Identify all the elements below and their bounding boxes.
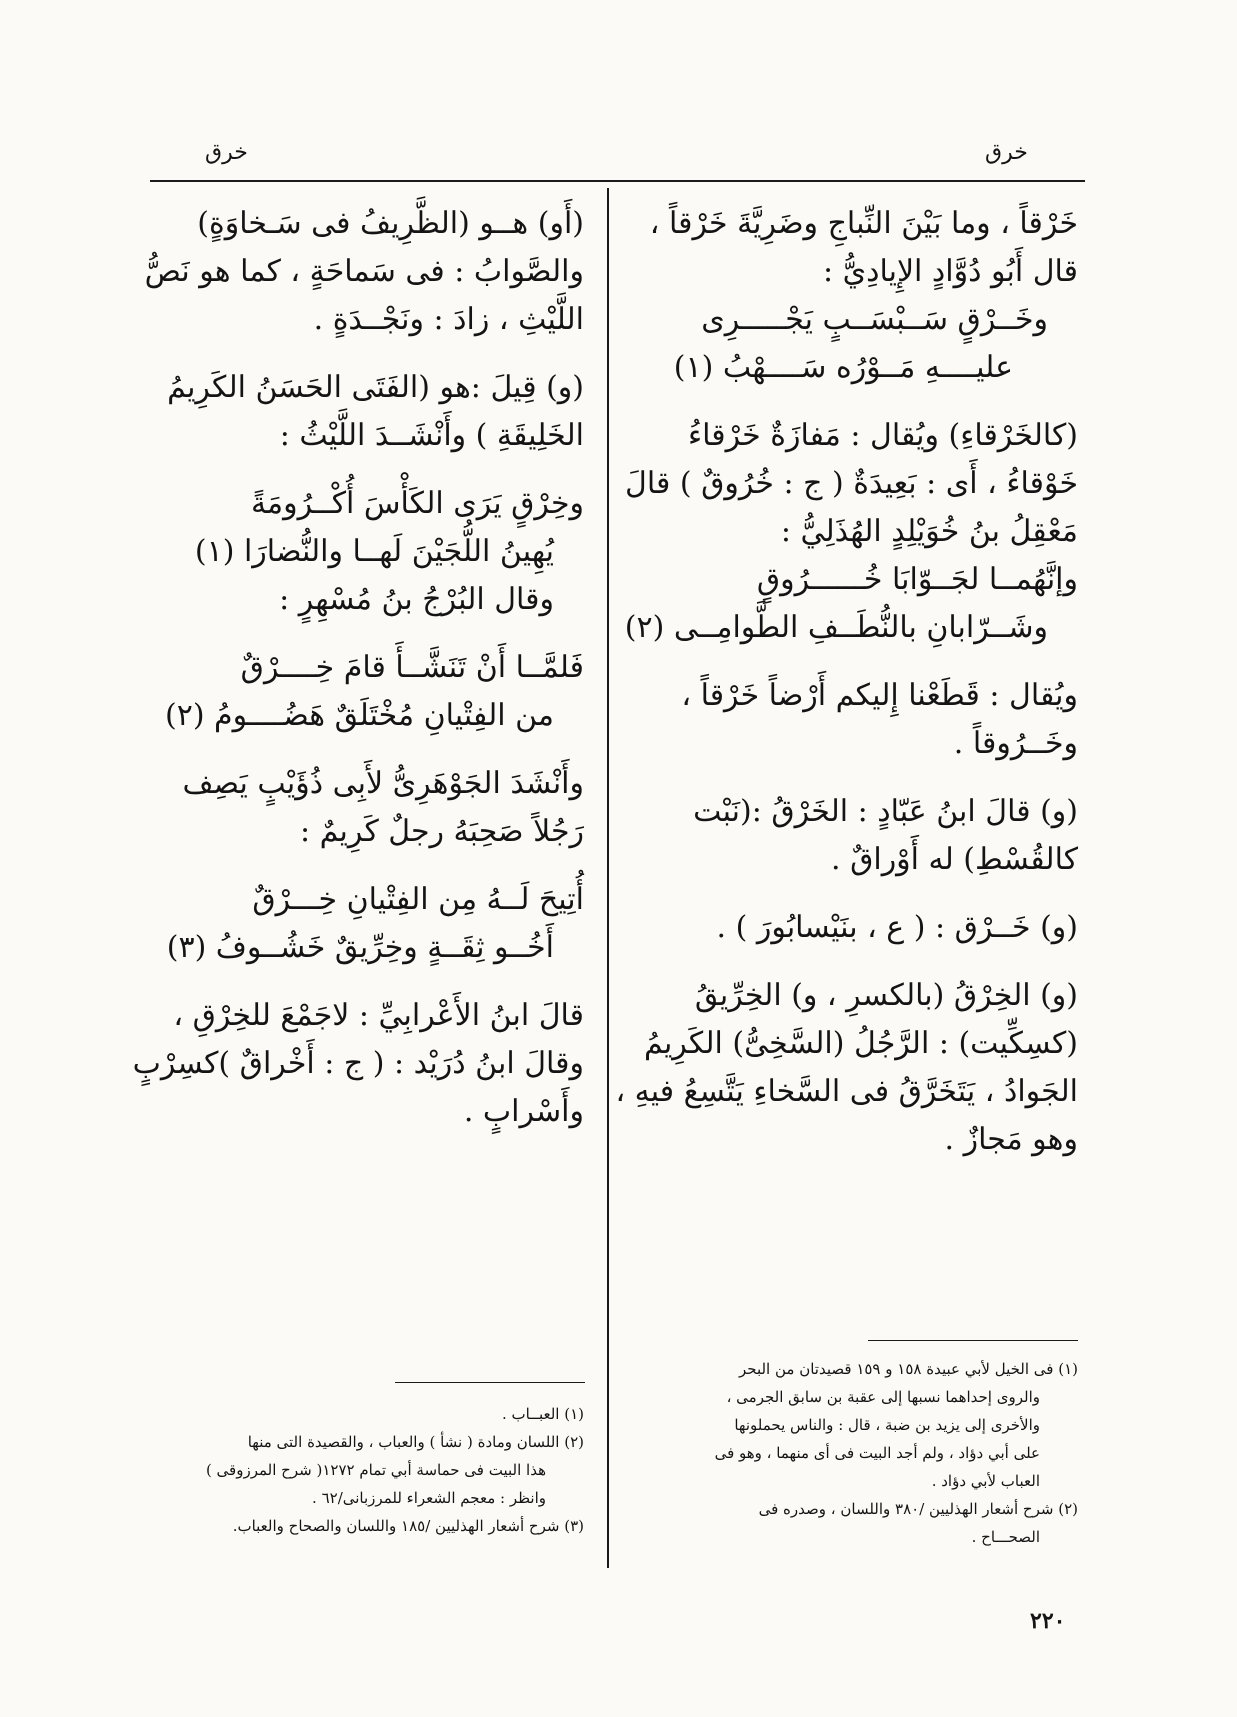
column-divider	[607, 188, 609, 1568]
text-line: (كسِكِّيت) : الرَّجُلُ (السَّخِىُّ) الكَرِيمُ	[643, 1026, 1078, 1061]
footnote-line: (١) فى الخيل لأبي عبيدة ١٥٨ و ١٥٩ قصيدتان من البحر	[738, 1360, 1078, 1378]
running-header-right: خرق	[985, 140, 1028, 165]
text-line: وقال البُرْجُ بنُ مُسْهِرٍ :	[279, 582, 554, 617]
footnote-line: العباب لأبي دؤاد .	[931, 1472, 1040, 1490]
text-line: خَوْقاءُ ، أَى : بَعِيدَةٌ ( ج : خُرُوقٌ ) قالَ	[625, 466, 1078, 501]
footnote-line: (٣) شرح أشعار الهذليين /١٨٥ واللسان والصحاح والعباب.	[232, 1517, 584, 1535]
verse-line: أَخُــو ثِقَــةٍ وخِرِّيقٌ خَشُــوفُ (٣)	[166, 930, 554, 965]
verse-line: وخَــرْقٍ سَــبْسَــبٍ يَجْـــــرِى	[701, 302, 1048, 337]
footnotes-left	[142, 1400, 584, 1540]
verse-line: وخِرْقٍ يَرَى الكَأْسَ أُكْــرُومَةً	[250, 486, 584, 521]
text-line: وخَــرُوقاً .	[953, 726, 1078, 761]
footnote-line: والروى إحداهما نسبها إلى عقبة بن سابق الجرمى ،	[726, 1388, 1040, 1406]
footnote-rule-left	[395, 1382, 585, 1383]
verse-line: يُهِينُ اللُّجَيْنَ لَهــا والنُّضارَا (١)	[194, 534, 554, 569]
page-number: ٢٢٠	[1030, 1608, 1066, 1634]
text-line: (و) خَــرْق : ( ع ، بنَيْسابُورَ ) .	[716, 910, 1078, 945]
footnote-line: وانظر : معجم الشعراء للمرزبانى/٦٢ .	[312, 1489, 546, 1507]
verse-line: وشَــرّابانِ بالنُّطَــفِ الطَّوامِــى (٢)	[624, 610, 1048, 645]
verse-line: من الفِتْيانِ مُخْتَلَقٌ هَضُــــومُ (٢)	[164, 698, 554, 733]
left-column	[132, 200, 584, 1136]
text-line: مَعْقِلُ بنُ خُوَيْلِدٍ الهُذَلِيُّ :	[780, 514, 1078, 549]
text-line: الخَلِيقَةِ ) وأَنْشَــدَ اللَّيْثُ :	[279, 418, 584, 453]
text-line: (أَو) هــو (الظَّرِيفُ فى سَـخاوَةٍ)	[197, 206, 584, 241]
footnote-line: الصحـــاح .	[971, 1528, 1040, 1546]
text-line: (و) قِيلَ :هو (الفَتَى الحَسَنُ الكَرِيمُ	[167, 370, 584, 405]
text-line: (و) قالَ ابنُ عَبّادٍ : الخَرْقُ :(نَبْت	[693, 794, 1078, 829]
text-line: خَرْقاً ، وما بَيْنَ النِّباجِ وضَرِيَّةَ خَرْقاً ،	[649, 206, 1078, 241]
footnote-line: (٢) اللسان ومادة ( نشأ ) والعباب ، والقصيدة التى منها	[247, 1433, 584, 1451]
footnote-line: (٢) شرح أشعار الهذليين /٣٨٠ واللسان ، وصدره فى	[758, 1500, 1078, 1518]
text-line: قالَ ابنُ الأَعْرابِيِّ : لاجَمْعَ للخِرْقِ ،	[173, 998, 584, 1033]
footnotes-right	[638, 1355, 1078, 1551]
header-rule	[150, 180, 1085, 182]
verse-line: عليــــهِ مَــوْرُه سَــــهْبُ (١)	[673, 350, 1013, 385]
footnote-line: (١) العبــاب .	[501, 1405, 584, 1423]
footnote-rule-right	[868, 1340, 1078, 1341]
text-line: اللَّيْثِ ، زادَ : ونَجْــدَةٍ .	[313, 302, 584, 337]
text-line: الجَوادُ ، يَتَخَرَّقُ فى السَّخاءِ يَتَّسِعُ فيهِ ،	[615, 1074, 1078, 1109]
footnote-line: هذا البيت فى حماسة أبي تمام ١٢٧٢( شرح المرزوقى )	[205, 1461, 546, 1479]
text-line: رَجُلاً صَحِبَهُ رجلٌ كَرِيمٌ :	[299, 814, 584, 849]
footnote-line: والأخرى إلى يزيد بن ضبة ، قال : والناس يحملونها	[734, 1416, 1040, 1434]
text-line: وقالَ ابنُ دُرَيْد : ( ج : أَخْراقٌ )كسِرْبٍ	[132, 1046, 584, 1081]
footnote-line: على أبي دؤاد ، ولم أجد البيت فى أى منهما ، وهو فى	[714, 1444, 1040, 1462]
right-column	[615, 200, 1078, 1164]
running-header-left: خرق	[205, 140, 248, 165]
text-line: والصَّوابُ : فى سَماحَةٍ ، كما هو نَصُّ	[144, 254, 584, 289]
text-line: (كالخَرْقاءِ) ويُقال : مَفازَةٌ خَرْقاءُ	[688, 418, 1078, 453]
text-line: وأَسْرابٍ .	[463, 1094, 584, 1129]
text-line: قال أَبُو دُوَّادٍ الإِيادِيُّ :	[822, 254, 1078, 289]
text-line: (و) الخِرْقُ (بالكسرِ ، و) الخِرِّيقُ	[694, 978, 1078, 1013]
text-line: وأَنْشَدَ الجَوْهَرِىُّ لأَبِى ذُؤَيْبٍ يَصِف	[182, 766, 584, 801]
text-line: كالقُسْطِ) له أَوْراقٌ .	[831, 842, 1078, 877]
text-line: ويُقال : قَطَعْنا إِليكم أَرْضاً خَرْقاً ،	[681, 678, 1078, 713]
text-line: وهو مَجازٌ .	[944, 1122, 1078, 1157]
verse-line: فَلمَّــا أَنْ تَنَشَّــأَ قامَ خِــــرْقٌ	[240, 650, 584, 685]
verse-line: أُتِيحَ لَــهُ مِن الفِتْيانِ خِـــرْقٌ	[252, 882, 584, 917]
verse-line: وإنَّهُمــا لجَــوّابَا خُــــــرُوقٍ	[756, 562, 1078, 597]
